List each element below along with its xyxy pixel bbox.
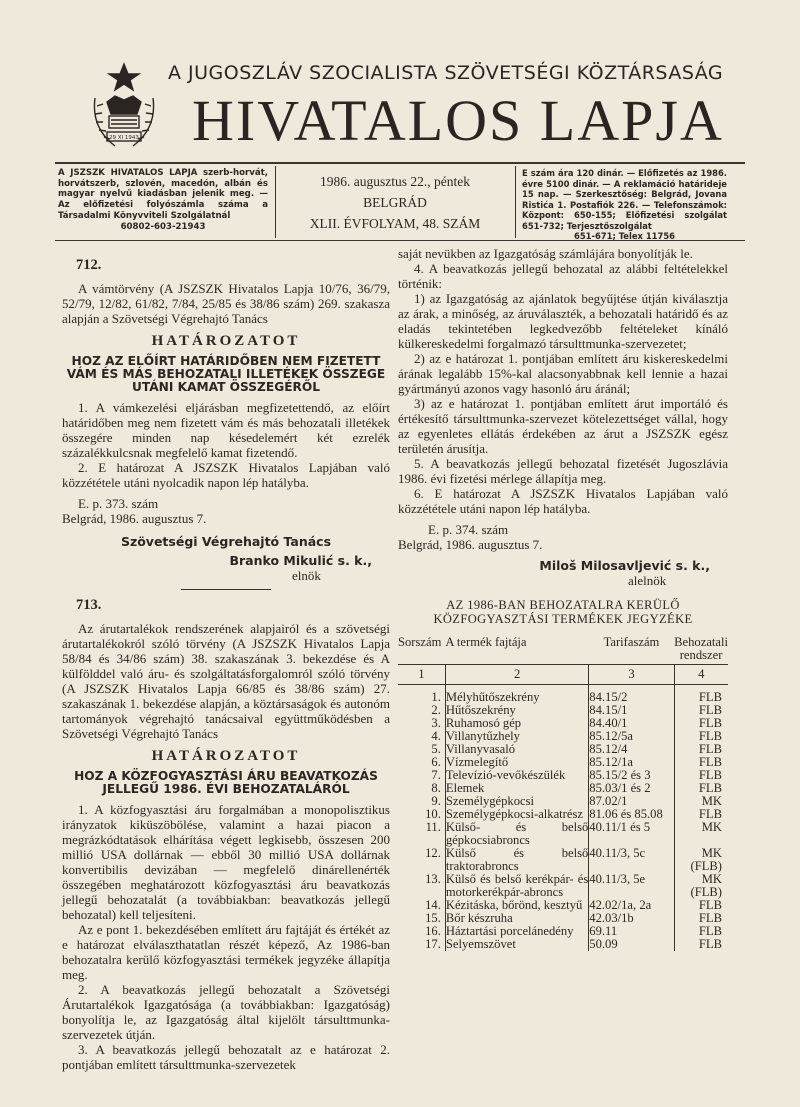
row-name: Elemek	[445, 782, 588, 795]
row-tariff: 81.06 és 85.08	[589, 808, 674, 821]
publisher-text: A JSZSZK HIVATALOS LAPJA szerb-horvát, horvátszerb, szlovén, macedón, albán és magyar nyelvű kiadásban jelenik meg. — Az előfizetési folyószámla száma a Társadalmi Könyvviteli Szolgálatnál	[58, 168, 268, 221]
table-row	[398, 685, 728, 705]
row-name: Vízmelegítő	[445, 756, 588, 769]
issue-date: 1986. augusztus 22., péntek	[320, 174, 470, 189]
row-tariff: 85.12/4	[589, 743, 674, 756]
header-num: Sorszám	[398, 635, 442, 649]
row-regime: FLB	[698, 924, 722, 938]
row-number: 14.	[398, 899, 445, 912]
issue-info	[280, 172, 510, 235]
row-number: 6.	[398, 756, 445, 769]
doc-paragraph: 1. A közfogyasztási áru forgalmában a monopolisztikus irányzatok kiküszöbölése, valamint a hazai piacon a megrázkódtatások elhárítása végett legkisebb, összesen 200 millió USA dollárnak — ebből 30 millió USA dollárnak konvertibilis devizában — megfelelő dinárellenérték összegében meghatározott közfogyasztási áru beavatkozás jellegű behozatalát (a továbbiakban: beavatkozás jellegű behozatal) kell teljesíteni.	[62, 802, 390, 922]
table-header-row	[398, 636, 728, 665]
row-tariff: 42.02/1a, 2a	[589, 899, 674, 912]
colnum-2: 2	[445, 665, 588, 685]
doc-intro: A vámtörvény (A JSZSZK Hivatalos Lapja 10/76, 36/79, 52/79, 12/82, 61/82, 7/84, 25/85 és 38/86 szám) 269. szakasza alapján a Szövetségi Végrehajtó Tanács	[62, 281, 390, 326]
row-tariff: 84.40/1	[589, 717, 674, 730]
row-regime: FLB	[698, 781, 722, 795]
row-tariff: 40.11/3, 5c	[589, 847, 674, 873]
row-number: 13.	[398, 873, 445, 899]
row-tariff: 40.11/1 és 5	[589, 821, 674, 847]
row-regime: MK (FLB)	[690, 872, 722, 899]
row-regime: MK	[701, 794, 722, 808]
masthead-rule	[55, 240, 745, 241]
row-number: 5.	[398, 743, 445, 756]
row-regime: FLB	[698, 807, 722, 821]
row-tariff: 85.12/5a	[589, 730, 674, 743]
row-regime: FLB	[698, 703, 722, 717]
signatory-role: elnök	[292, 568, 321, 583]
row-number: 4.	[398, 730, 445, 743]
list-title: AZ 1986-BAN BEHOZATALRA KERÜLŐ KÖZFOGYASZTÁSI TERMÉKEK JEGYZÉKE	[433, 598, 693, 626]
issue-volume: XLII. ÉVFOLYAM, 48. SZÁM	[309, 215, 481, 231]
row-number: 1.	[398, 685, 445, 705]
table-row	[398, 873, 728, 899]
row-name: Villanyvasaló	[445, 743, 588, 756]
row-tariff: 50.09	[589, 938, 674, 951]
row-name: Személygépkocsi	[445, 795, 588, 808]
row-name: Külső és belső traktorabroncs	[445, 846, 589, 873]
header-regime: Behozatali rendszer	[674, 635, 728, 662]
row-number: 12.	[398, 847, 445, 873]
row-tariff: 87.02/1	[589, 795, 674, 808]
row-tariff: 84.15/1	[589, 704, 674, 717]
row-tariff: 69.11	[589, 925, 674, 938]
colnum-1: 1	[398, 665, 445, 685]
row-tariff: 42.03/1b	[589, 912, 674, 925]
table-row	[398, 847, 728, 873]
gazette-title: HIVATALOS LAPJA	[192, 88, 724, 153]
row-number: 15.	[398, 912, 445, 925]
row-tariff: 85.12/1a	[589, 756, 674, 769]
colnum-3: 3	[589, 665, 674, 685]
doc-paragraph: 2. A beavatkozás jellegű behozatalt a Szövetségi Árutartalékok Igazgatósága (a továbbiakban: Igazgatóság) bonyolítja le, az Igazgatóság által kijelölt társulttmunka-szervezetek útján.	[62, 982, 390, 1042]
row-name: Ruhamosó gép	[445, 717, 588, 730]
row-regime: FLB	[698, 755, 722, 769]
row-regime: FLB	[698, 716, 722, 730]
doc-paragraph: 4. A beavatkozás jellegű behozatal az alábbi feltételekkel történik:	[398, 261, 728, 291]
row-name: Külső és belső kerékpár- és motorkerékpár-abroncs	[445, 872, 589, 899]
row-name: Mélyhűtőszekrény	[445, 685, 588, 705]
row-regime: FLB	[698, 911, 722, 925]
row-regime: MK	[701, 820, 722, 834]
row-tariff: 84.15/2	[589, 685, 674, 705]
doc-paragraph: 6. E határozat A JSZSZK Hivatalos Lapjában való közzététele utáni napon lép hatályba.	[398, 486, 728, 516]
doc-number: 713.	[76, 597, 102, 613]
row-name: Bőr készruha	[445, 912, 588, 925]
price-text: E szám ára 120 dinár. — Előfizetés az 1986. évre 5100 dinár. — A reklamáció határideje 15 nap. — Szerkesztőség: Belgrád, Jovana Ristića 1. Postafiók 226. — Telefonszámok: Központ: 650-155; Előfizetési szolgálat 651-732; Terjesztőszolgálat	[522, 168, 727, 231]
doc-place-date: Belgrád, 1986. augusztus 7.	[398, 537, 543, 552]
column-number-row	[398, 665, 728, 685]
republic-name: A JUGOSZLÁV SZOCIALISTA SZÖVETSÉGI KÖZTÁRSASÁG	[168, 62, 724, 84]
info-divider	[515, 166, 516, 238]
info-divider	[275, 166, 276, 238]
row-number: 2.	[398, 704, 445, 717]
row-regime: FLB	[698, 742, 722, 756]
product-list-table	[398, 636, 728, 951]
account-number: 60802-603-21943	[120, 221, 206, 232]
emblem-date: 29 XI 1943	[109, 135, 139, 141]
row-name: Villanytűzhely	[445, 730, 588, 743]
signatory-role: alelnök	[628, 573, 667, 588]
signatory	[398, 558, 728, 573]
state-emblem-icon	[85, 58, 163, 154]
row-regime: FLB	[698, 729, 722, 743]
signatory-body: Szövetségi Végrehajtó Tanács	[120, 534, 332, 549]
table-row	[398, 938, 728, 951]
row-number: 7.	[398, 769, 445, 782]
doc-paragraph: 1. A vámkezelési eljárásban megfizetettendő, az előírt határidőben meg nem fizetett vám és más behozatali illetékek összegére minden nap késedelemért két ezrelék százalékkulcsnak megfelelő kamat fizetendő.	[62, 400, 390, 460]
row-tariff: 85.15/2 és 3	[589, 769, 674, 782]
publisher-info	[58, 168, 268, 232]
price-info	[522, 168, 727, 242]
signatory	[62, 553, 390, 568]
table-body	[398, 685, 728, 952]
row-number: 10.	[398, 808, 445, 821]
row-name: Hűtőszekrény	[445, 704, 588, 717]
doc-subheading: HOZ A KÖZFOGYASZTÁSI ÁRU BEAVATKOZÁS JELLEGŰ 1986. ÉVI BEHOZATALÁRÓL	[74, 769, 378, 796]
section-divider	[181, 589, 271, 590]
header-name: A termék fajtája	[445, 635, 527, 649]
signatory-name: Miloš Milosavljević s. k.,	[539, 558, 710, 573]
row-name: Selyemszövet	[445, 938, 588, 951]
header-tariff: Tarifaszám	[603, 635, 660, 649]
signatory-name: Branko Mikulić s. k.,	[229, 553, 372, 568]
doc-paragraph: 3. A beavatkozás jellegű behozatalt az e határozat 2. pontjában említett társulttmunka-szervezetek	[62, 1042, 390, 1072]
row-name: Háztartási porcelánedény	[445, 925, 588, 938]
doc-paragraph: 5. A beavatkozás jellegű behozatal fizetését Jugoszlávia 1986. évi fizetési mérlege állapítja meg.	[398, 456, 728, 486]
colnum-4: 4	[674, 665, 728, 685]
row-regime: FLB	[698, 768, 722, 782]
row-number: 9.	[398, 795, 445, 808]
doc-heading: HATÁROZATOT	[151, 333, 301, 349]
masthead-rule	[55, 162, 745, 164]
doc-intro: Az árutartalékok rendszerének alapjairól és a szövetségi árutartalékokról szóló törvény (A JSZSZK Hivatalos Lapja 58/84 és 34/86 szám) 38. szakaszának 3. bekezdése és A külfölddel való áru- és szolgáltatásforgalomról szóló törvény (A JSZSZK Hivatalos Lapja 66/85 és 38/86 szám) 27. szakaszának 1. bekezdése alapján, a köztársaságok és autonóm tartományok végrehajtó tanácsaival együttműködésben a Szövetségi Végrehajtó Tanács	[62, 621, 390, 741]
row-number: 11.	[398, 821, 445, 847]
doc-place-date: Belgrád, 1986. augusztus 7.	[62, 511, 207, 526]
row-regime: MK (FLB)	[690, 846, 722, 873]
row-tariff: 85.03/1 és 2	[589, 782, 674, 795]
price-text-end: 651-671; Telex 11756	[574, 231, 675, 241]
doc-heading: HATÁROZATOT	[151, 748, 301, 764]
doc-clause: 2) az e határozat 1. pontjában említett áru kiskereskedelmi árának legalább 15%-kal alacsonyabbnak kell lennie a hazai gyártmányú azonos vagy hasonló áru áránál;	[398, 351, 728, 396]
doc-paragraph: 2. E határozat A JSZSZK Hivatalos Lapjában való közzététele utáni nyolcadik napon lép hatályba.	[62, 460, 390, 490]
doc-reference: E. p. 374. szám	[428, 522, 509, 537]
doc-paragraph: Az e pont 1. bekezdésében említett áru fajtáját és értékét az e határozat elválaszthatatlan részét képező, Az 1986-ban behozatalra kerülő közfogyasztási termékek jegyzéke állapítja meg.	[62, 922, 390, 982]
doc-subheading: HOZ AZ ELŐÍRT HATÁRIDŐBEN NEM FIZETETT VÁM ÉS MÁS BEHOZATALI ILLETÉKEK ÖSSZEGE UTÁNI KAMAT ÖSSZEGÉRŐL	[66, 354, 386, 394]
row-number: 8.	[398, 782, 445, 795]
row-number: 17.	[398, 938, 445, 951]
row-name: Személygépkocsi-alkatrész	[445, 808, 588, 821]
right-column	[398, 246, 728, 951]
row-regime: FLB	[698, 690, 722, 704]
row-name: Kézitáska, bőrönd, kesztyű	[445, 899, 588, 912]
left-column	[62, 258, 390, 1072]
table-row	[398, 821, 728, 847]
doc-clause: 3) az e határozat 1. pontjában említett árut importáló és értékesítő társulttmunka-szervezet kötelezettséget vállal, hogy az egyenletes ellátás érdekében az árut a JSZSZK egész területén árusítja.	[398, 396, 728, 456]
row-number: 3.	[398, 717, 445, 730]
doc-number: 712.	[76, 257, 102, 273]
row-name: Külső- és belső gépkocsiabroncs	[445, 820, 589, 847]
issue-city: BELGRÁD	[363, 194, 427, 210]
row-name: Televízió-vevőkészülék	[445, 769, 588, 782]
row-regime: FLB	[698, 898, 722, 912]
doc-paragraph: saját nevükben az Igazgatóság számlájára bonyolítják le.	[398, 246, 693, 261]
row-tariff: 40.11/3, 5e	[589, 873, 674, 899]
doc-clause: 1) az Igazgatóság az ajánlatok begyűjtése útján kiválasztja az árak, a minőség, az áruválaszték, a behozatali határidő és az eladás tekintetében legkedvezőbb feltételeket kínáló külkereskedelmi forgalmazó társulttmunka-szervezetet;	[398, 291, 728, 351]
row-regime: FLB	[698, 937, 722, 951]
doc-reference: E. p. 373. szám	[78, 496, 159, 511]
row-number: 16.	[398, 925, 445, 938]
